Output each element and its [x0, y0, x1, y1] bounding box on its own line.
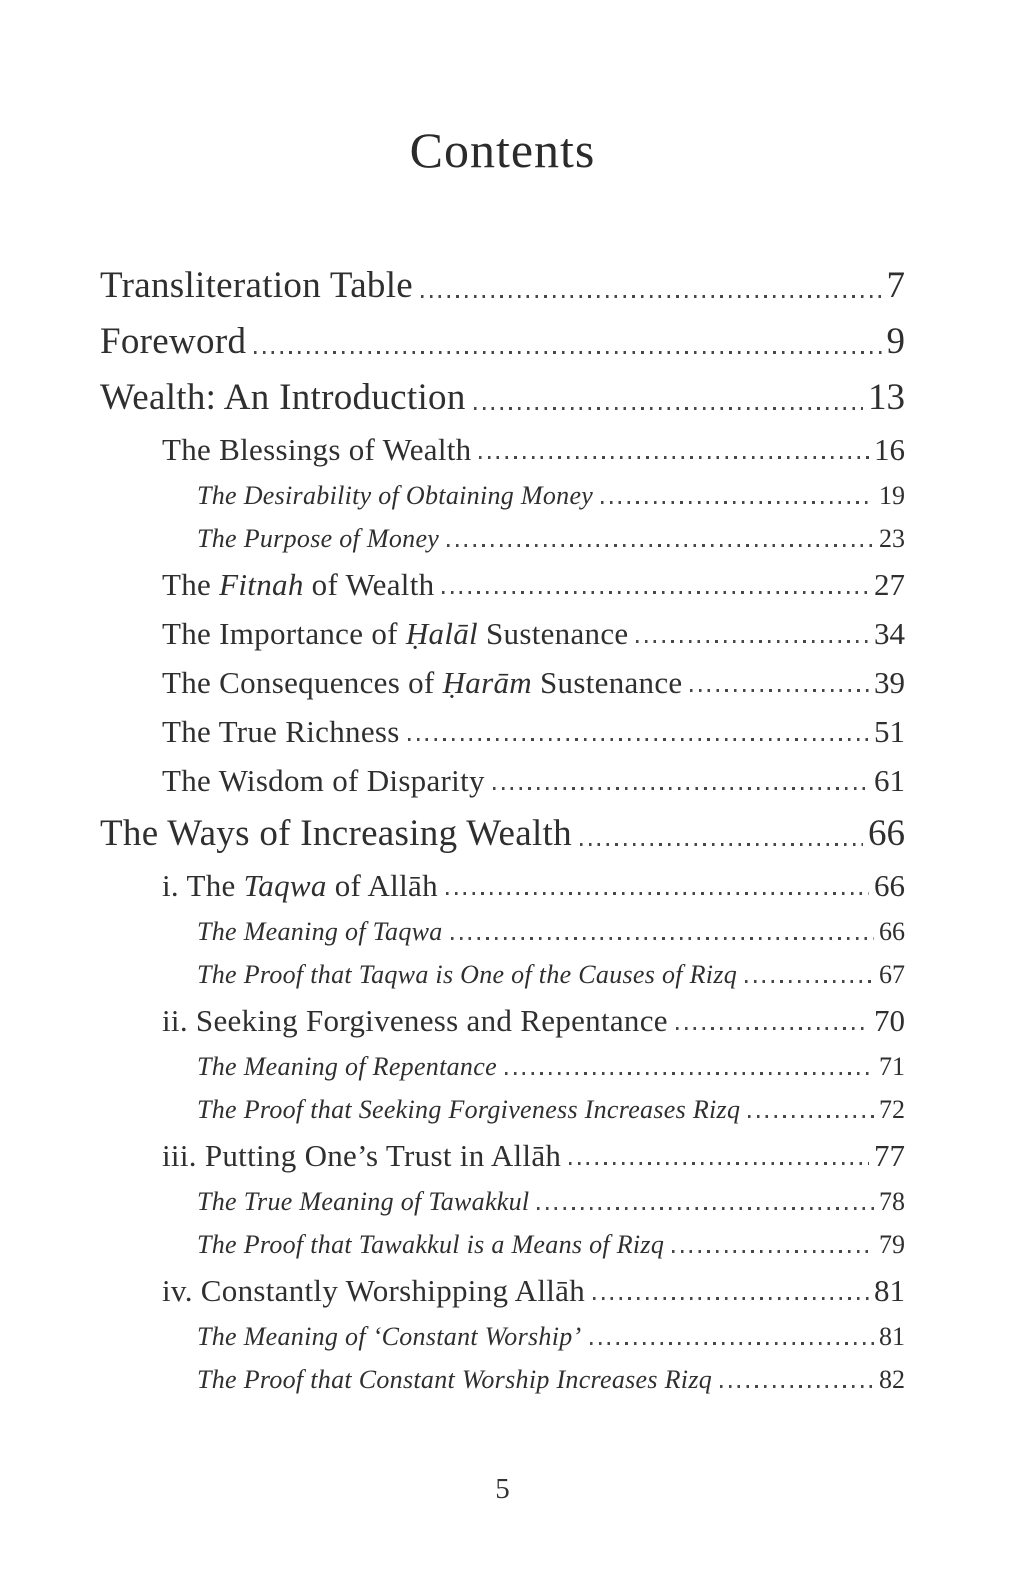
toc-title-segment: iii. Putting One’s Trust in Allāh [162, 1137, 562, 1173]
toc-entry-page: 78 [879, 1186, 905, 1216]
toc-title-segment: The [162, 566, 220, 602]
toc-entry-title [197, 917, 443, 947]
toc-entry-title [162, 1003, 668, 1039]
toc-title-italic-segment: The Purpose of Money [197, 523, 440, 553]
toc-entry-title [162, 616, 628, 652]
toc-entry-title [162, 763, 485, 799]
toc-entry-title [197, 960, 737, 990]
toc-entry-page: 19 [879, 480, 905, 510]
dotted-leader [690, 689, 869, 692]
dotted-leader [720, 1385, 874, 1388]
toc-entry [100, 524, 905, 554]
toc-entry-title [197, 1230, 664, 1260]
toc-title-segment: Wealth: An Introduction [100, 376, 466, 418]
toc-entry-page: 27 [874, 566, 905, 602]
toc-title-italic-segment: The Meaning of Repentance [197, 1051, 497, 1081]
dotted-leader [580, 843, 863, 846]
toc-title-segment: The Consequences of [162, 664, 443, 700]
dotted-leader [745, 980, 874, 983]
toc-entry-title [197, 481, 593, 511]
toc-entry [100, 616, 905, 652]
toc-title-italic-segment: The Desirability of Obtaining Money [197, 480, 594, 510]
toc-title-segment: Sustenance [531, 664, 683, 700]
toc-title-italic-segment: The Proof that Tawakkul is a Means of Rizq [197, 1229, 665, 1259]
dotted-leader [442, 591, 869, 594]
toc-entry [100, 1230, 905, 1260]
toc-entry-page: 61 [874, 762, 905, 798]
toc-entry [100, 812, 905, 855]
dotted-leader [593, 1297, 869, 1300]
dotted-leader [474, 407, 863, 410]
dotted-leader [408, 738, 869, 741]
toc-entry-page: 13 [868, 376, 905, 418]
toc-entry [100, 960, 905, 990]
toc-entry [100, 264, 905, 307]
toc-entry [100, 714, 905, 750]
toc-entry [100, 1322, 905, 1352]
toc-entry-page: 77 [874, 1137, 905, 1173]
toc-entry-page: 72 [879, 1094, 905, 1124]
dotted-leader [505, 1072, 874, 1075]
toc-entry-title [162, 567, 434, 603]
toc-title-segment: of Allāh [326, 867, 438, 903]
toc-entry-title [100, 320, 246, 363]
toc-title-italic-segment: The Meaning of ‘Constant Worship’ [197, 1321, 582, 1351]
toc-entry [100, 1095, 905, 1125]
toc-entry-title [197, 1187, 529, 1217]
toc-title-segment: Foreword [100, 320, 247, 362]
toc-entry-page: 23 [879, 523, 905, 553]
toc-entry-page: 70 [874, 1002, 905, 1038]
toc-title-italic-segment: The Meaning of Taqwa [197, 916, 443, 946]
toc-title-segment: ii. Seeking Forgiveness and Repentance [162, 1002, 668, 1038]
toc-title-segment: i. The [162, 867, 244, 903]
toc-entry-page: 39 [874, 664, 905, 700]
toc-entry-page: 67 [879, 959, 905, 989]
folio-page-number: 5 [495, 1472, 510, 1505]
dotted-leader [479, 456, 869, 459]
toc-entry-title [162, 432, 471, 468]
dotted-leader [748, 1115, 874, 1118]
dotted-leader [446, 892, 869, 895]
dotted-leader [447, 544, 874, 547]
toc-entry-title [197, 1095, 740, 1125]
toc-entry [100, 481, 905, 511]
toc-title-segment: The True Richness [162, 713, 400, 749]
dotted-leader [537, 1207, 874, 1210]
toc-entry-title [197, 1365, 712, 1395]
toc-title-italic-segment: Ḥalāl [405, 615, 478, 651]
toc-entry [100, 1003, 905, 1039]
dotted-leader [254, 351, 881, 354]
dotted-leader [672, 1250, 874, 1253]
toc-entry-title [197, 524, 439, 554]
dotted-leader [601, 501, 874, 504]
toc-title-segment: The Blessings of Wealth [162, 431, 472, 467]
toc-entry-page: 16 [874, 431, 905, 467]
toc-entry-page: 79 [879, 1229, 905, 1259]
toc-entry-page: 9 [886, 320, 905, 362]
toc-title-italic-segment: Fitnah [219, 566, 304, 602]
toc-entry-page: 81 [874, 1272, 905, 1308]
toc-entry-page: 66 [868, 812, 905, 854]
toc-entry-title [162, 868, 438, 904]
toc-title-segment: Transliteration Table [100, 264, 414, 306]
dotted-leader [451, 937, 874, 940]
toc-title-segment: Sustenance [477, 615, 629, 651]
toc-entry [100, 376, 905, 419]
toc-title-italic-segment: Ḥarām [442, 664, 532, 700]
toc-entry-title [162, 714, 400, 750]
toc-title-italic-segment: The Proof that Constant Worship Increases Rizq [197, 1364, 713, 1394]
toc-title-segment: iv. Constantly Worshipping Allāh [162, 1272, 586, 1308]
toc-entry-title [162, 665, 682, 701]
toc-entry [100, 665, 905, 701]
dotted-leader [421, 295, 881, 298]
toc-entry [100, 1365, 905, 1395]
toc-entry-page: 7 [886, 264, 905, 306]
toc-entry-title [100, 264, 413, 307]
toc-entry-title [197, 1052, 497, 1082]
toc-entry [100, 868, 905, 904]
toc-entry-page: 34 [874, 615, 905, 651]
toc-entry-page: 51 [874, 713, 905, 749]
toc-entry-page: 71 [879, 1051, 905, 1081]
toc-entry-title [162, 1273, 585, 1309]
toc-entry [100, 320, 905, 363]
toc-entry-title [100, 812, 572, 855]
toc-entry [100, 1052, 905, 1082]
dotted-leader [636, 640, 869, 643]
toc-title-italic-segment: The Proof that Taqwa is One of the Causes of Rizq [197, 959, 738, 989]
toc-entry [100, 1138, 905, 1174]
toc-entry-title [162, 1138, 561, 1174]
toc-title-italic-segment: The True Meaning of Tawakkul [197, 1186, 530, 1216]
toc-entry-page: 66 [879, 916, 905, 946]
toc-title-segment: of Wealth [303, 566, 435, 602]
dotted-leader [676, 1027, 869, 1030]
toc-entry-page: 82 [879, 1364, 905, 1394]
toc-entry [100, 763, 905, 799]
toc-entry [100, 1273, 905, 1309]
toc-title-segment: The Ways of Increasing Wealth [100, 812, 572, 854]
toc-entry-page: 81 [879, 1321, 905, 1351]
toc-entry-title [100, 376, 466, 419]
toc-title-italic-segment: Taqwa [243, 867, 327, 903]
toc-list [100, 264, 905, 1395]
toc-entry [100, 432, 905, 468]
toc-title-segment: The Importance of [162, 615, 406, 651]
toc-entry [100, 567, 905, 603]
toc-entry-page: 66 [874, 867, 905, 903]
toc-title-segment: The Wisdom of Disparity [162, 762, 485, 798]
toc-entry [100, 1187, 905, 1217]
toc-title-italic-segment: The Proof that Seeking Forgiveness Increases Rizq [197, 1094, 741, 1124]
toc-entry-title [197, 1322, 582, 1352]
page-title: Contents [409, 122, 596, 178]
dotted-leader [493, 787, 869, 790]
dotted-leader [590, 1342, 874, 1345]
toc-entry [100, 917, 905, 947]
dotted-leader [569, 1162, 869, 1165]
